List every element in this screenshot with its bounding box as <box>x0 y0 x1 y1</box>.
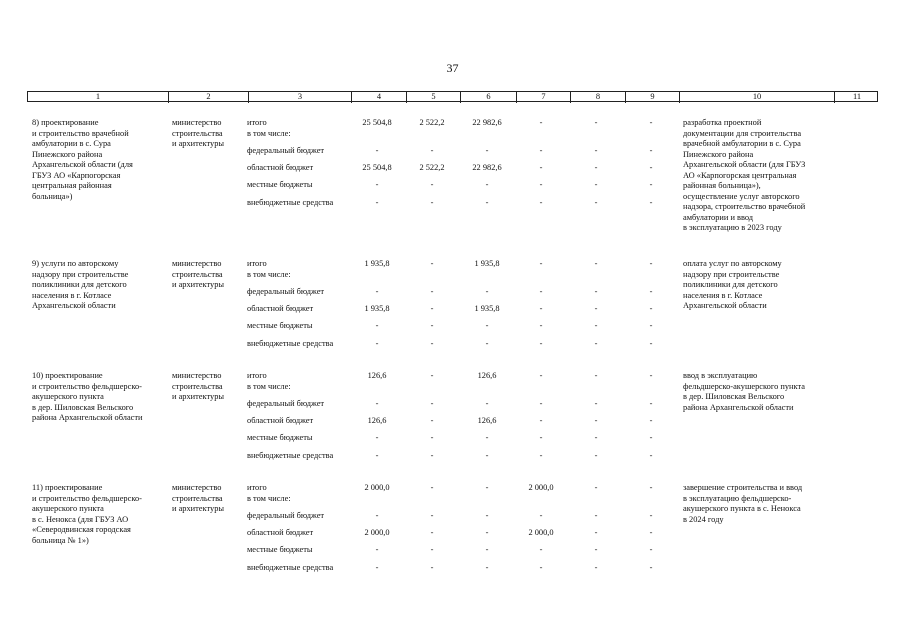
value-cell: - <box>430 259 434 268</box>
header-cell-6: 6 <box>460 92 516 103</box>
value-cell: - <box>375 511 379 520</box>
value-cell: - <box>539 563 543 572</box>
value-cell: - <box>430 339 434 348</box>
value-cell: - <box>594 339 598 348</box>
value-cell: - <box>539 198 543 207</box>
value-cell: - <box>594 399 598 408</box>
header-cell-10: 10 <box>679 92 834 103</box>
value-cell: - <box>485 528 489 537</box>
value-cell: - <box>594 259 598 268</box>
value-cell: - <box>649 198 653 207</box>
value-cell: - <box>594 563 598 572</box>
value-cell: - <box>485 433 489 442</box>
value-cell: - <box>649 259 653 268</box>
value-cell: - <box>430 198 434 207</box>
table-header-row <box>27 91 878 102</box>
value-cell: - <box>430 433 434 442</box>
value-cell: - <box>649 528 653 537</box>
value-cell: - <box>649 304 653 313</box>
value-cell: 22 982,6 <box>472 163 502 172</box>
value-cell: - <box>539 451 543 460</box>
value-cell: - <box>485 563 489 572</box>
funding-source-label: внебюджетные средства <box>247 198 334 207</box>
value-cell: - <box>430 146 434 155</box>
funding-source-label: федеральный бюджет <box>247 511 325 520</box>
value-cell: - <box>649 451 653 460</box>
value-cell: 2 000,0 <box>528 528 554 537</box>
value-cell: - <box>375 545 379 554</box>
value-cell: - <box>375 198 379 207</box>
value-cell: - <box>594 371 598 380</box>
value-cell: - <box>430 399 434 408</box>
value-cell: - <box>375 399 379 408</box>
value-cell: 126,6 <box>367 371 387 380</box>
value-cell: - <box>594 163 598 172</box>
expected-result: ввод в эксплуатацию фельдшерско-акушерского пункта в дер. Шиловская Вельского района Архангельской области <box>683 371 805 412</box>
value-cell: - <box>430 416 434 425</box>
value-cell: 1 935,8 <box>364 304 390 313</box>
funding-source-label: областной бюджет <box>247 528 314 537</box>
value-cell: - <box>649 545 653 554</box>
header-cell-8: 8 <box>570 92 625 103</box>
value-cell: - <box>430 321 434 330</box>
value-cell: 1 935,8 <box>364 259 390 268</box>
value-cell: - <box>485 339 489 348</box>
value-cell: - <box>485 399 489 408</box>
value-cell: - <box>485 483 489 492</box>
value-cell: - <box>539 399 543 408</box>
value-cell: - <box>375 321 379 330</box>
header-cell-5: 5 <box>406 92 460 103</box>
value-cell: - <box>430 528 434 537</box>
value-cell: - <box>430 287 434 296</box>
value-cell: - <box>485 287 489 296</box>
value-cell: - <box>649 511 653 520</box>
value-cell: - <box>430 545 434 554</box>
value-cell: - <box>539 304 543 313</box>
value-cell: - <box>539 511 543 520</box>
value-cell: - <box>539 259 543 268</box>
header-cell-7: 7 <box>516 92 570 103</box>
value-cell: - <box>539 416 543 425</box>
value-cell: - <box>594 545 598 554</box>
funding-source-label: федеральный бюджет <box>247 146 325 155</box>
value-cell: - <box>649 483 653 492</box>
value-cell: - <box>594 416 598 425</box>
value-cell: - <box>539 118 543 127</box>
funding-source-label: местные бюджеты <box>247 545 313 554</box>
value-cell: - <box>594 287 598 296</box>
funding-source-label: федеральный бюджет <box>247 287 325 296</box>
value-cell: 25 504,8 <box>362 118 392 127</box>
value-cell: 2 522,2 <box>419 118 445 127</box>
page-number: 37 <box>446 61 459 75</box>
value-cell: - <box>594 321 598 330</box>
expected-result: оплата услуг по авторскому надзору при строительстве поликлиники для детского населения в г. Котласе Архангельской области <box>683 259 782 310</box>
funding-source-label: итого в том числе: <box>247 259 291 279</box>
funding-source-label: внебюджетные средства <box>247 339 334 348</box>
value-cell: - <box>649 399 653 408</box>
value-cell: - <box>375 451 379 460</box>
value-cell: - <box>649 180 653 189</box>
funding-source-label: областной бюджет <box>247 163 314 172</box>
value-cell: - <box>649 118 653 127</box>
value-cell: - <box>485 511 489 520</box>
value-cell: - <box>539 371 543 380</box>
funding-source-label: областной бюджет <box>247 416 314 425</box>
funding-source-label: итого в том числе: <box>247 371 291 391</box>
activity-name: 11) проектирование и строительство фельдшерско- акушерского пункта в с. Ненокса (для ГБУЗ АО «Северодвинская городская больница № 1») <box>32 483 142 545</box>
value-cell: - <box>649 287 653 296</box>
header-cell-9: 9 <box>625 92 679 103</box>
value-cell: - <box>594 118 598 127</box>
expected-result: завершение строительства и ввод в эксплуатацию фельдшерско- акушерского пункта в с. Ненокса в 2024 году <box>683 483 803 524</box>
value-cell: - <box>430 483 434 492</box>
value-cell: 2 000,0 <box>528 483 554 492</box>
funding-source-label: итого в том числе: <box>247 118 291 138</box>
header-cell-1: 1 <box>95 92 101 101</box>
value-cell: - <box>649 163 653 172</box>
funding-source-label: внебюджетные средства <box>247 451 334 460</box>
value-cell: - <box>649 416 653 425</box>
value-cell: - <box>594 198 598 207</box>
value-cell: - <box>430 511 434 520</box>
value-cell: - <box>430 451 434 460</box>
value-cell: - <box>485 451 489 460</box>
executor: министерство строительства и архитектуры <box>172 118 225 148</box>
value-cell: - <box>594 304 598 313</box>
value-cell: - <box>649 371 653 380</box>
value-cell: - <box>430 304 434 313</box>
value-cell: - <box>375 433 379 442</box>
executor: министерство строительства и архитектуры <box>172 259 225 289</box>
funding-source-label: местные бюджеты <box>247 321 313 330</box>
activity-name: 10) проектирование и строительство фельдшерско- акушерского пункта в дер. Шиловская Вельского района Архангельской области <box>32 371 143 422</box>
header-cell-11: 11 <box>834 92 879 103</box>
value-cell: 1 935,8 <box>474 259 500 268</box>
value-cell: - <box>485 545 489 554</box>
value-cell: 2 522,2 <box>419 163 445 172</box>
value-cell: - <box>430 371 434 380</box>
value-cell: - <box>539 545 543 554</box>
value-cell: 126,6 <box>477 416 497 425</box>
value-cell: - <box>594 511 598 520</box>
value-cell: - <box>375 563 379 572</box>
value-cell: - <box>539 180 543 189</box>
value-cell: - <box>594 433 598 442</box>
value-cell: - <box>539 146 543 155</box>
value-cell: - <box>649 339 653 348</box>
value-cell: - <box>539 321 543 330</box>
funding-source-label: итого в том числе: <box>247 483 291 503</box>
value-cell: - <box>539 433 543 442</box>
value-cell: 22 982,6 <box>472 118 502 127</box>
header-cell-2: 2 <box>168 92 248 103</box>
value-cell: - <box>485 198 489 207</box>
value-cell: - <box>594 483 598 492</box>
activity-name: 8) проектирование и строительство врачебной амбулатории в с. Сура Пинежского района Архангельской области (для ГБУЗ АО «Карпогорская центральная районная больница») <box>32 118 133 201</box>
value-cell: 2 000,0 <box>364 483 390 492</box>
value-cell: 1 935,8 <box>474 304 500 313</box>
activity-name: 9) услуги по авторскому надзору при строительстве поликлиники для детского населения в г. Котласе Архангельской области <box>32 259 129 310</box>
value-cell: - <box>375 287 379 296</box>
value-cell: 126,6 <box>367 416 387 425</box>
header-cell-3: 3 <box>248 92 351 103</box>
value-cell: - <box>430 180 434 189</box>
value-cell: - <box>485 321 489 330</box>
value-cell: - <box>539 339 543 348</box>
value-cell: - <box>594 146 598 155</box>
value-cell: - <box>594 180 598 189</box>
value-cell: - <box>539 163 543 172</box>
value-cell: - <box>430 563 434 572</box>
value-cell: - <box>649 321 653 330</box>
value-cell: - <box>649 433 653 442</box>
funding-source-label: областной бюджет <box>247 304 314 313</box>
value-cell: - <box>539 287 543 296</box>
executor: министерство строительства и архитектуры <box>172 371 225 401</box>
value-cell: - <box>649 563 653 572</box>
executor: министерство строительства и архитектуры <box>172 483 225 513</box>
funding-source-label: местные бюджеты <box>247 433 313 442</box>
header-cell-4: 4 <box>351 92 406 103</box>
value-cell: - <box>594 451 598 460</box>
value-cell: - <box>485 180 489 189</box>
funding-source-label: федеральный бюджет <box>247 399 325 408</box>
value-cell: - <box>594 528 598 537</box>
expected-result: разработка проектной документации для строительства врачебной амбулатории в с. Сура Пинежского района Архангельской области (для ГБУЗ АО «Карпогорская центральная районная больница»), осуществление услуг авторского надзора, строительство врачебной амбулатории и ввод в эксплуатацию в 2023 году <box>683 118 806 232</box>
funding-source-label: внебюджетные средства <box>247 563 334 572</box>
value-cell: 25 504,8 <box>362 163 392 172</box>
value-cell: - <box>375 180 379 189</box>
value-cell: 2 000,0 <box>364 528 390 537</box>
value-cell: - <box>375 146 379 155</box>
value-cell: 126,6 <box>477 371 497 380</box>
value-cell: - <box>485 146 489 155</box>
value-cell: - <box>649 146 653 155</box>
value-cell: - <box>375 339 379 348</box>
funding-source-label: местные бюджеты <box>247 180 313 189</box>
